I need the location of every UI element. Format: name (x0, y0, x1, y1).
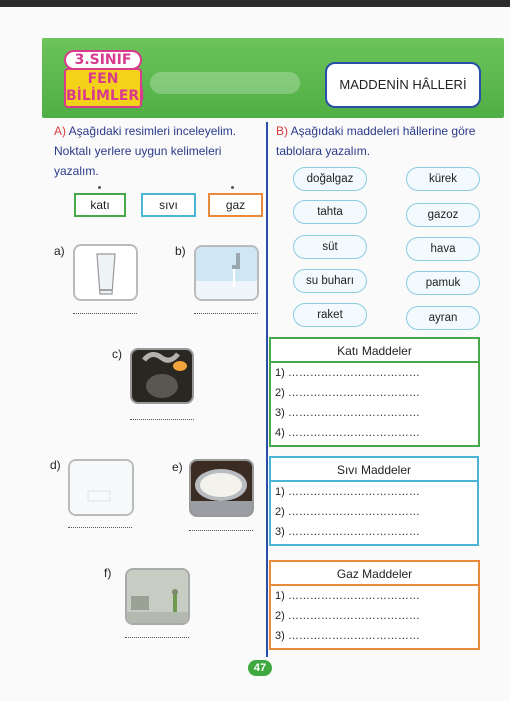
steaming-kettle-image (130, 348, 194, 404)
word-su-buhari: su buharı (293, 269, 367, 293)
answer-blank-f[interactable] (125, 636, 189, 638)
column-divider (266, 122, 268, 657)
answer-blank-c[interactable] (130, 418, 194, 420)
subject-line2: BİLİMLERİ (66, 88, 145, 104)
milk-pot-image (189, 459, 254, 517)
glass-icon (75, 246, 136, 299)
fog-scene-icon (127, 570, 188, 623)
answer-blank-b[interactable] (194, 312, 258, 314)
liquid-row-2[interactable]: 2) ……………………………… (275, 506, 420, 518)
tap-water-image (194, 245, 259, 301)
solid-row-1[interactable]: 1) ……………………………… (275, 367, 420, 379)
subject-label (64, 68, 145, 108)
gas-row-2[interactable]: 2) ……………………………… (275, 610, 420, 622)
subject-line1: FEN (87, 71, 119, 87)
item-f-label: f) (104, 566, 112, 580)
word-pamuk: pamuk (406, 271, 480, 295)
answer-blank-e[interactable] (189, 529, 253, 531)
word-gazoz: gazoz (406, 203, 480, 227)
item-b-label: b) (175, 244, 186, 258)
word-raket: raket (293, 303, 367, 327)
empty-glass-image (73, 244, 138, 301)
word-ayran: ayran (406, 306, 480, 330)
solid-row-2[interactable]: 2) ……………………………… (275, 387, 420, 399)
section-a-instruction (54, 121, 259, 181)
empty-frame-image (68, 459, 134, 516)
item-e-label: e) (172, 460, 183, 474)
gas-table (269, 560, 480, 650)
item-d-label: d) (50, 458, 61, 472)
section-b-letter: B) (276, 124, 288, 138)
page-top-edge (0, 0, 510, 7)
section-b-instruction (276, 121, 501, 161)
faded-banner-pill (150, 72, 300, 94)
solid-row-3[interactable]: 3) ……………………………… (275, 407, 420, 419)
decor-dot (231, 186, 234, 189)
item-c-label: c) (112, 347, 122, 361)
liquid-table (269, 456, 479, 546)
section-a-text: Aşağıdaki resimleri inceleyelim. Noktalı yerlere uygun kelimeleri yazalım. (54, 124, 237, 178)
page-number: 47 (248, 660, 272, 676)
section-a-letter: A) (54, 124, 66, 138)
liquid-table-title: Sıvı Maddeler (271, 458, 477, 482)
solid-table-title: Katı Maddeler (271, 339, 478, 363)
solid-row-4[interactable]: 4) ……………………………… (275, 427, 420, 439)
word-choice-kati: katı (74, 193, 126, 217)
answer-blank-a[interactable] (73, 312, 137, 314)
word-hava: hava (406, 237, 480, 261)
grade-label: 3.SINIF (64, 50, 142, 70)
item-a-label: a) (54, 244, 65, 258)
solid-table (269, 337, 480, 447)
liquid-row-1[interactable]: 1) ……………………………… (275, 486, 420, 498)
word-doğalgaz: doğalgaz (293, 167, 367, 191)
gas-row-3[interactable]: 3) ……………………………… (275, 630, 420, 642)
word-choice-gaz: gaz (208, 193, 263, 217)
word-choice-sivi: sıvı (141, 193, 196, 217)
liquid-row-3[interactable]: 3) ……………………………… (275, 526, 420, 538)
kettle-icon (132, 350, 192, 402)
page-title: MADDENİN HÂLLERİ (325, 62, 481, 108)
section-b-text: Aşağıdaki maddeleri hâllerine göre tablolara yazalım. (276, 124, 476, 158)
faucet-icon (196, 247, 257, 299)
word-sut: süt (293, 235, 367, 259)
word-tahta: tahta (293, 200, 367, 224)
word-kurek: kürek (406, 167, 480, 191)
gas-table-title: Gaz Maddeler (271, 562, 478, 586)
pot-icon (191, 461, 252, 515)
decor-dot (98, 186, 101, 189)
foggy-street-image (125, 568, 190, 625)
answer-blank-d[interactable] (68, 526, 132, 528)
grade-subject-badge (64, 50, 145, 108)
gas-row-1[interactable]: 1) ……………………………… (275, 590, 420, 602)
faint-object-icon (70, 461, 132, 514)
